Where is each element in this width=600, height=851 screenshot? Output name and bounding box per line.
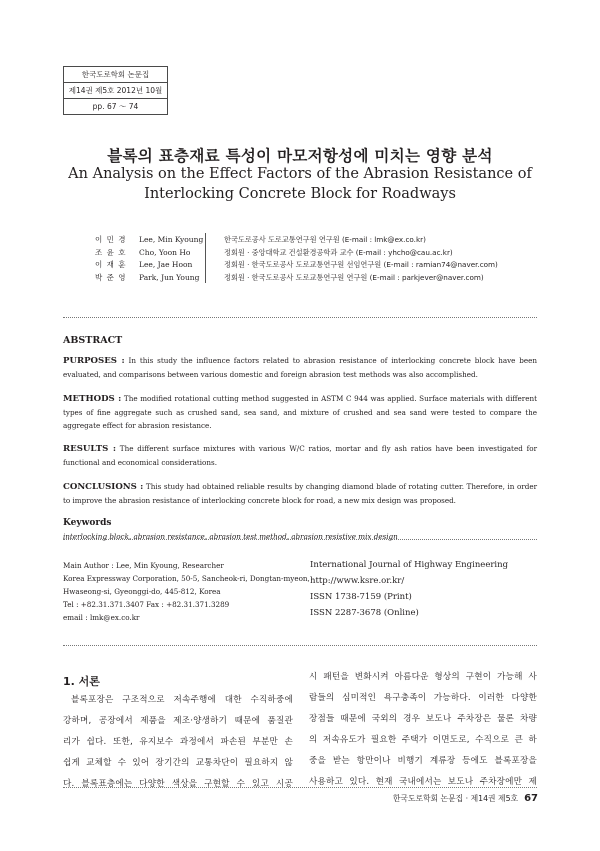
keywords-heading: Keywords — [63, 518, 112, 529]
abstract-label: RESULTS : — [63, 444, 117, 455]
issn-online: ISSN 2287-3678 (Online) — [310, 608, 419, 618]
journal-name: 한국도로학회 논문집 — [64, 67, 167, 83]
body-line: 리가 쉽다. 또한, 유지보수 과정에서 파손된 부분만 손 — [63, 737, 293, 747]
author-name-ko: 이 민 경 — [95, 235, 127, 244]
keywords-text: interlocking block, abrasion resistance, abrasion test method, abrasion resistive mix design — [63, 532, 398, 542]
author-name-en: Lee, Min Kyoung — [139, 235, 204, 244]
footer-journal: 한국도로학회 논문집 · 제14권 제5호 — [392, 794, 519, 803]
title-english — [0, 164, 600, 204]
journal-info-box — [63, 66, 168, 115]
author-affiliation: 정회원 · 중앙대학교 건설환경공학과 교수 (E-mail : yhcho@cau.ac.kr) — [224, 247, 453, 257]
abstract-label: CONCLUSIONS : — [63, 481, 144, 492]
body-column-left — [63, 690, 293, 795]
journal-full-name: International Journal of Highway Engineering — [310, 560, 509, 570]
issn-print: ISSN 1738-7159 (Print) — [310, 592, 412, 602]
author-name-ko: 박 준 영 — [95, 272, 127, 282]
footer-divider — [63, 787, 537, 788]
section-title: 1. 서론 — [63, 675, 100, 688]
contact-line: Korea Expressway Corporation, 50-5, Sancheok-ri, Dongtan-myeon, — [63, 574, 310, 583]
author-affiliations — [224, 234, 554, 284]
author-affiliation: 정회원 · 한국도로공사 도로교통연구원 연구원 (E-mail : parkjever@naver.com) — [224, 272, 484, 282]
abstract-text: This study had obtained reliable results by changing diamond blade of rotating cutter. Therefore, in order to improve the abrasion resistance of interlocking concrete block for road, a new mix design was proposed. — [63, 481, 538, 505]
abstract-text: The different surface mixtures with various W/C ratios, mortar and fly ash ratios have been investigated for functional and economical considerations. — [63, 444, 538, 468]
divider — [63, 645, 537, 646]
author-contact — [63, 559, 310, 624]
author-name-ko: 이 재 훈 — [95, 260, 127, 270]
abstract-text: The modified rotational cutting method suggested in ASTM C 944 was applied. Surface materials with different types of fine aggregate such as crushed sand, sea sand, and mixture of crushed and sea sand were tested to compare the aggregate effect for abrasion resistance. — [63, 393, 537, 431]
journal-volume: 제14권 제5호 2012년 10월 — [64, 83, 167, 99]
body-column-right — [309, 667, 537, 793]
page-number: 67 — [524, 793, 538, 804]
title-english-line-2: Interlocking Concrete Block for Roadways — [144, 186, 456, 202]
author-name-ko: 조 윤 호 — [95, 247, 127, 257]
body-line: 강하며, 공장에서 제품을 제조·양생하기 때문에 품질관 — [63, 716, 293, 726]
journal-publication-info — [310, 557, 508, 621]
abstract-conclusions — [63, 480, 537, 507]
divider — [63, 539, 537, 540]
author-name-en: Lee, Jae Hoon — [139, 260, 193, 270]
abstract-heading: ABSTRACT — [63, 335, 123, 346]
body-line: 중을 받는 항만이나 비행기 계류장 등에도 블록포장을 — [309, 756, 537, 766]
body-line: 시 패턴을 변화시켜 아름다운 형상의 구현이 가능해 사 — [309, 672, 537, 682]
body-line: 블록포장은 구조적으로 저속주행에 대한 수직하중에 — [71, 695, 293, 705]
page-footer — [393, 793, 538, 804]
author-english-names — [139, 234, 204, 284]
author-name-en: Cho, Yoon Ho — [139, 247, 191, 257]
body-line: 사용하고 있다. 현재 국내에서는 보도나 주차장에만 제 — [309, 777, 537, 787]
author-affiliation: 정회원 · 한국도로공사 도로교통연구원 선임연구원 (E-mail : ramian74@naver.com) — [224, 260, 498, 270]
abstract-methods — [63, 392, 537, 433]
body-line: 다. 블록표층에는 다양한 색상을 구현할 수 있고 시공 — [63, 779, 293, 789]
contact-line: Tel : +82.31.371.3407 Fax : +82.31.371.3289 — [63, 600, 230, 609]
author-name-en: Park, Jun Young — [139, 272, 200, 282]
abstract-purposes — [63, 354, 537, 381]
divider — [63, 317, 537, 318]
contact-line: email : lmk@ex.co.kr — [63, 613, 140, 622]
contact-line: Hwaseong-si, Gyeonggi-do, 445-812, Korea — [63, 587, 221, 596]
author-korean-names — [95, 234, 131, 284]
body-line: 쉽게 교체할 수 있어 장기간의 교통차단이 필요하지 않 — [63, 758, 293, 768]
abstract-label: METHODS : — [63, 393, 122, 404]
journal-url[interactable]: http://www.ksre.or.kr/ — [310, 576, 405, 586]
title-english-line-1: An Analysis on the Effect Factors of the Abrasion Resistance of — [68, 166, 532, 182]
journal-pages: pp. 67 ～ 74 — [92, 102, 139, 111]
author-affiliation: 한국도로공사 도로교통연구원 연구원 (E-mail : lmk@ex.co.kr) — [224, 235, 426, 244]
abstract-text: In this study the influence factors related to abrasion resistance of interlocking concrete block have been evaluated, and comparisons between various domestic and foreign abrasion test methods was also accomplished. — [63, 356, 537, 380]
body-line: 의 저속유도가 필요한 주택가 이면도로, 수직으로 큰 하 — [309, 735, 537, 745]
abstract — [63, 334, 537, 543]
contact-line: Main Author : Lee, Min Kyoung, Researcher — [63, 561, 224, 570]
abstract-label: PURPOSES : — [63, 356, 125, 367]
abstract-results — [63, 442, 537, 469]
author-divider — [205, 233, 206, 283]
body-line: 장점들 때문에 국외의 경우 보도나 주차장은 물론 차량 — [309, 714, 537, 724]
title-korean: 블록의 표층재료 특성이 마모저항성에 미치는 영향 분석 — [107, 147, 493, 165]
body-line: 람들의 심미적인 욕구충족이 가능하다. 이러한 다양한 — [309, 693, 537, 703]
